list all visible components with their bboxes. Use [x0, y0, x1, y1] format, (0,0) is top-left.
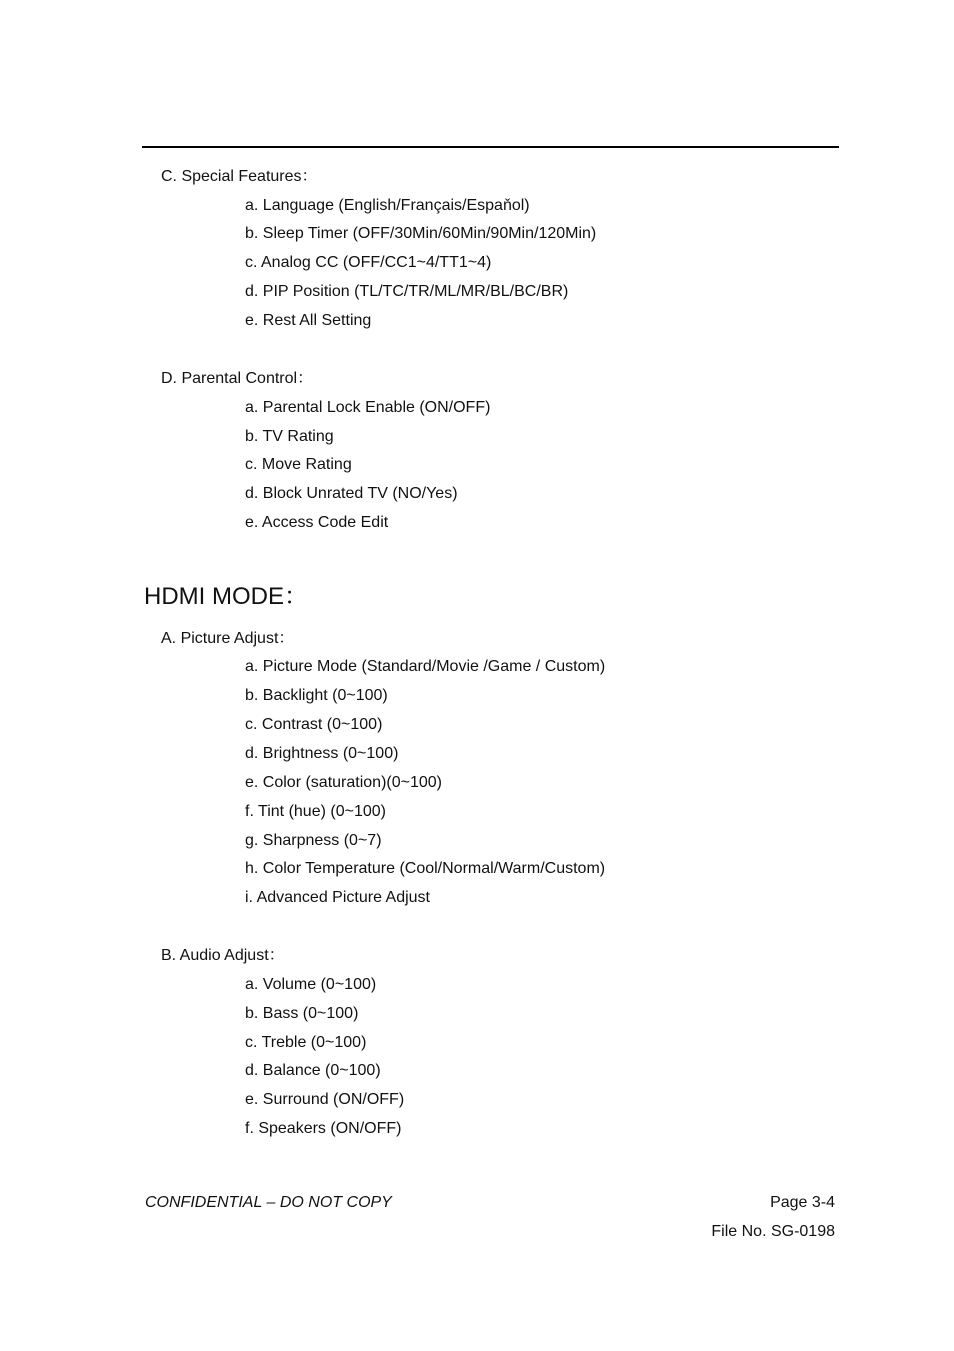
list-item: b. Bass (0~100)	[245, 1005, 359, 1022]
list-item: i. Advanced Picture Adjust	[245, 889, 430, 906]
section-heading-picture-adjust: A. Picture Adjust：	[161, 630, 295, 647]
list-item: d. Brightness (0~100)	[245, 745, 399, 762]
list-item: c. Move Rating	[245, 456, 352, 473]
list-item: a. Language (English/Français/Espaňol)	[245, 197, 530, 214]
list-item: f. Speakers (ON/OFF)	[245, 1120, 402, 1137]
list-item: g. Sharpness (0~7)	[245, 832, 382, 849]
list-item: h. Color Temperature (Cool/Normal/Warm/Custom)	[245, 860, 606, 877]
list-item: b. Sleep Timer (OFF/30Min/60Min/90Min/120Min)	[245, 225, 597, 242]
list-item: a. Volume (0~100)	[245, 976, 377, 993]
list-item: e. Access Code Edit	[245, 514, 389, 531]
list-item: a. Parental Lock Enable (ON/OFF)	[245, 399, 491, 416]
list-item: c. Analog CC (OFF/CC1~4/TT1~4)	[245, 254, 492, 271]
list-item: e. Rest All Setting	[245, 312, 372, 329]
list-item: a. Picture Mode (Standard/Movie /Game / Custom)	[245, 658, 606, 675]
confidential-notice: CONFIDENTIAL – DO NOT COPY	[145, 1194, 392, 1211]
file-number: File No. SG-0198	[711, 1223, 835, 1240]
list-item: e. Surround (ON/OFF)	[245, 1091, 405, 1108]
list-item: b. TV Rating	[245, 428, 334, 445]
list-item: b. Backlight (0~100)	[245, 687, 388, 704]
section-heading-audio-adjust: B. Audio Adjust：	[161, 947, 285, 964]
page-number: Page 3-4	[770, 1194, 835, 1211]
hdmi-mode-heading: HDMI MODE：	[144, 583, 308, 610]
list-item: c. Treble (0~100)	[245, 1034, 367, 1051]
list-item: d. Block Unrated TV (NO/Yes)	[245, 485, 458, 502]
header-rule	[142, 146, 839, 148]
list-item: d. Balance (0~100)	[245, 1062, 381, 1079]
section-heading-parental-control: D. Parental Control：	[161, 370, 314, 387]
list-item: c. Contrast (0~100)	[245, 716, 383, 733]
list-item: d. PIP Position (TL/TC/TR/ML/MR/BL/BC/BR)	[245, 283, 569, 300]
list-item: e. Color (saturation)(0~100)	[245, 774, 442, 791]
list-item: f. Tint (hue) (0~100)	[245, 803, 386, 820]
section-heading-special-features: C. Special Features：	[161, 168, 318, 185]
